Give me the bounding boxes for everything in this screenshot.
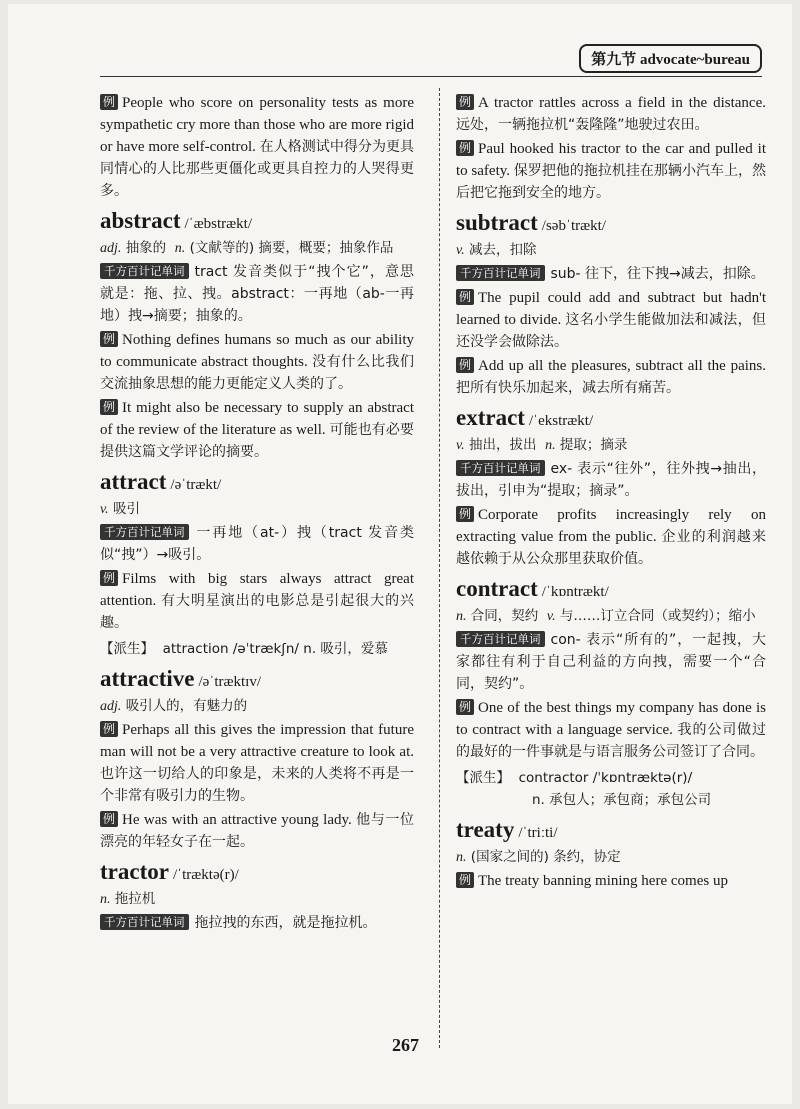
example-sentence: 例 A tractor rattles across a field in the distance. 远处，一辆拖拉机“轰隆隆”地驶过农田。 <box>456 95 766 133</box>
headword: tractor <box>100 859 169 884</box>
example-sentence: 例 The pupil could add and subtract but hadn't learned to divide. 这名小学生能做加法和减法，但还没学会做除法。 <box>456 290 767 350</box>
definition: adj. 抽象的 n. (文献等的) 摘要，概要；抽象作品 <box>100 240 394 256</box>
column-divider <box>439 88 440 1048</box>
example-label: 例 <box>100 570 118 586</box>
pronunciation: /ˈæbstrækt/ <box>184 216 252 232</box>
memory-tip: 千方百计记单词 拖拉拽的东西，就是拖拉机。 <box>100 912 414 934</box>
memory-tip: 千方百计记单词 ex- 表示“往外”，往外拽→抽出，拔出，引申为“提取；摘录”。 <box>456 461 766 499</box>
example-label: 例 <box>100 721 118 737</box>
example-sentence: 例 Paul hooked his tractor to the car and pulled it to safety. 保罗把他的拖拉机挂在那辆小汽车上，然后把它拖到安全的地方。 <box>456 141 767 201</box>
memory-tip: 千方百计记单词 tract 发音类似于“拽个它”，意思就是：拖、拉、拽。abstract：一再地（ab-一再地）拽→摘要；抽象的。 <box>100 264 414 324</box>
pronunciation: /ˈkɒntrækt/ <box>541 584 609 600</box>
entry-extract <box>456 407 766 432</box>
headword: attractive <box>100 666 195 691</box>
left-column <box>100 92 414 936</box>
example-label: 例 <box>100 331 118 347</box>
section-header: 第九节 advocate~bureau <box>579 44 762 73</box>
derived-form: 【派生】 attraction /əˈtrækʃn/ n. 吸引，爱慕 <box>100 641 388 657</box>
memory-label: 千方百计记单词 <box>100 914 189 930</box>
example-sentence: 例 One of the best things my company has done is to contract with a language service. 我的公司做过的最好的一件事就是与语言服务公司签订了合同。 <box>456 700 767 760</box>
definition: v. 减去，扣除 <box>456 242 537 258</box>
memory-tip: 千方百计记单词 一再地（at-）拽（tract 发音类似“拽”）→吸引。 <box>100 525 414 563</box>
definition: n. 合同，契约 v. 与……订立合同（或契约）；缩小 <box>456 608 756 624</box>
definition: n. 拖拉机 <box>100 891 156 907</box>
book-page <box>8 4 792 1104</box>
pronunciation: /əˈtræktɪv/ <box>198 674 261 690</box>
example-label: 例 <box>456 872 474 888</box>
derived-form: 【派生】 contractor /ˈkɒntræktə(r)/ n. 承包人；承包商；承包公司 <box>456 770 712 808</box>
example-sentence: 例 Add up all the pleasures, subtract all the pains. 把所有快乐加起来，减去所有痛苦。 <box>456 358 766 396</box>
entry-attractive <box>100 668 414 693</box>
definition: adj. 吸引人的，有魅力的 <box>100 698 248 714</box>
derived-label: 【派生】 <box>100 641 154 657</box>
memory-label: 千方百计记单词 <box>100 524 189 540</box>
definition: n. (国家之间的) 条约，协定 <box>456 849 621 865</box>
headword: contract <box>456 576 538 601</box>
example-sentence: 例 The treaty banning mining here comes up <box>456 870 766 892</box>
definition: v. 吸引 <box>100 501 140 517</box>
example-sentence: 例 Corporate profits increasingly rely on extracting value from the public. 企业的利润越来越依赖于从公众那里获取价值。 <box>456 507 767 567</box>
example-sentence: 例 Films with big stars always attract great attention. 有大明星演出的电影总是引起很大的兴趣。 <box>100 571 415 631</box>
headword: attract <box>100 469 167 494</box>
headword: extract <box>456 405 525 430</box>
page-number: 267 <box>392 1035 419 1055</box>
example-sentence: 例 It might also be necessary to supply an abstract of the review of the literature as well. 可能也有必要提供这篇文学评论的摘要。 <box>100 400 415 460</box>
pronunciation: /ˈekstrækt/ <box>528 413 594 429</box>
memory-label: 千方百计记单词 <box>456 265 545 281</box>
entry-treaty <box>456 819 766 844</box>
headword: subtract <box>456 210 538 235</box>
example-label: 例 <box>456 506 474 522</box>
example-label: 例 <box>456 289 474 305</box>
example-sentence: 例 He was with an attractive young lady. 他与一位漂亮的年轻女子在一起。 <box>100 812 415 850</box>
example-label: 例 <box>456 94 474 110</box>
example-sentence: 例 People who score on personality tests as more sympathetic cry more than those who are more rigid or have more self-control. 在人格测试中得分为更具同情心的人比那些更僵化或更具自控力的人哭得更多。 <box>100 95 415 199</box>
example-label: 例 <box>456 140 474 156</box>
derived-label: 【派生】 <box>456 770 510 786</box>
headword: abstract <box>100 208 181 233</box>
example-sentence: 例 Perhaps all this gives the impression that future man will not be a very attractive creature to look at. 也许这一切给人的印象是，未来的人类将不再是一个非常有吸引力的生物。 <box>100 722 414 804</box>
memory-label: 千方百计记单词 <box>456 631 545 647</box>
pronunciation: /ˈtræktə(r)/ <box>172 867 239 883</box>
entry-subtract <box>456 212 766 237</box>
memory-tip: 千方百计记单词 sub- 往下，往下拽→减去，扣除。 <box>456 263 766 285</box>
pronunciation: /ˈtriːti/ <box>518 825 558 841</box>
memory-label: 千方百计记单词 <box>100 263 189 279</box>
example-label: 例 <box>456 699 474 715</box>
pronunciation: /əˈtrækt/ <box>170 477 222 493</box>
example-label: 例 <box>456 357 474 373</box>
memory-label: 千方百计记单词 <box>456 460 545 476</box>
example-label: 例 <box>100 811 118 827</box>
example-label: 例 <box>100 399 118 415</box>
entry-attract <box>100 471 414 496</box>
definition: v. 抽出，拔出 n. 提取；摘录 <box>456 437 628 453</box>
header-rule <box>100 76 762 77</box>
right-column <box>456 92 766 894</box>
headword: treaty <box>456 817 515 842</box>
entry-tractor <box>100 861 414 886</box>
entry-abstract <box>100 210 414 235</box>
pronunciation: /səbˈtrækt/ <box>541 218 606 234</box>
example-label: 例 <box>100 94 118 110</box>
entry-contract <box>456 578 766 603</box>
example-sentence: 例 Nothing defines humans so much as our ability to communicate abstract thoughts. 没有什么比我们交流抽象思想的能力更能定义人类的了。 <box>100 332 415 392</box>
memory-tip: 千方百计记单词 con- 表示“所有的”，一起拽，大家都往有利于自己利益的方向拽，需要一个“合同，契约”。 <box>456 632 766 692</box>
